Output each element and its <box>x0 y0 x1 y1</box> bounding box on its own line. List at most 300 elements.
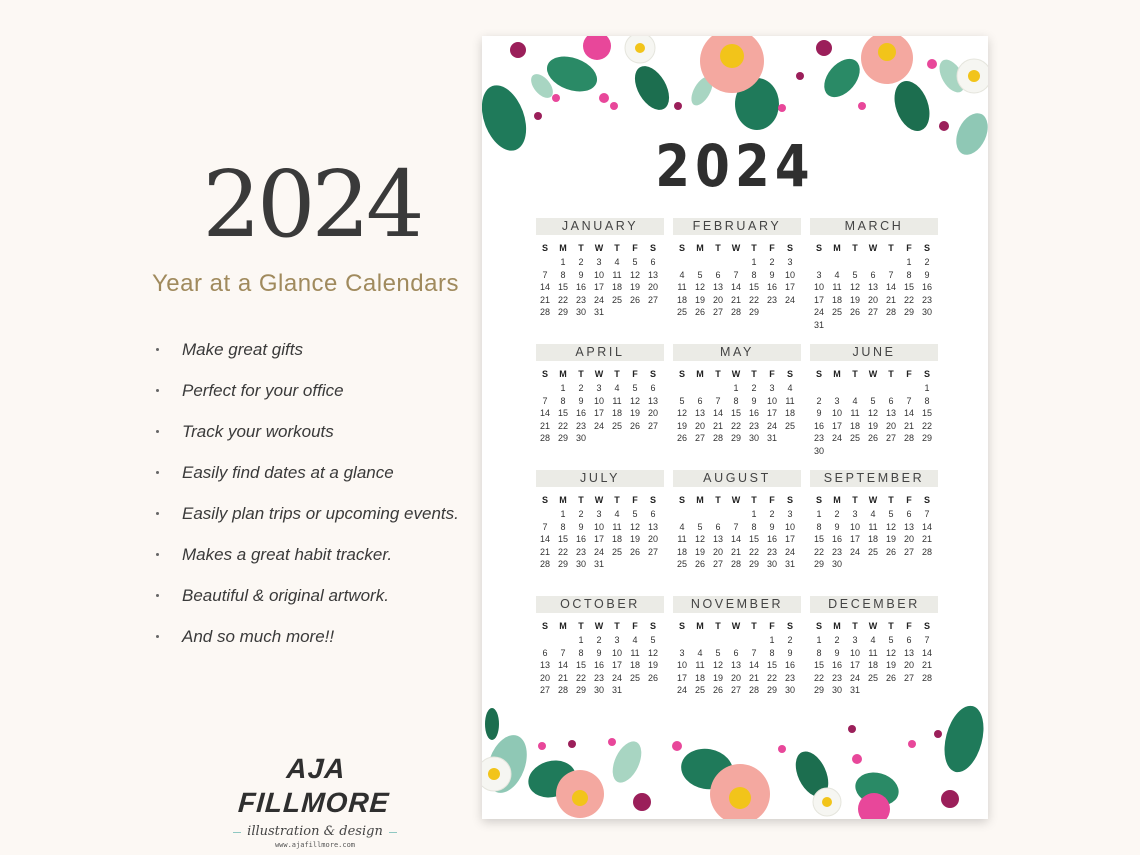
day-cell: 9 <box>578 395 584 406</box>
day-cell: 7 <box>542 269 548 280</box>
day-cell: 12 <box>867 408 878 419</box>
day-cell: 27 <box>730 685 741 696</box>
day-cell: 1 <box>769 635 775 645</box>
weekday-label: S <box>923 243 930 253</box>
day-cell: 24 <box>593 294 604 305</box>
day-cell: 19 <box>629 408 640 419</box>
day-cell: 8 <box>560 395 566 406</box>
calendar-poster <box>482 36 988 819</box>
day-cell: 22 <box>557 420 568 431</box>
rose-icon <box>556 764 890 819</box>
day-cell: 5 <box>715 647 721 658</box>
day-cell: 31 <box>849 685 860 696</box>
day-cell: 19 <box>885 534 896 545</box>
empty-day <box>882 382 900 395</box>
day-cell: 3 <box>852 635 858 645</box>
day-cell: 28 <box>730 559 741 570</box>
feature-text: Easily plan trips or upcoming events. <box>182 504 459 523</box>
day-cell: 1 <box>578 635 584 645</box>
day-cell: 30 <box>748 433 759 444</box>
day-cell: 14 <box>539 282 550 293</box>
day-cell: 6 <box>697 395 703 406</box>
day-cell: 22 <box>813 546 824 557</box>
weekday-label: M <box>559 495 567 505</box>
empty-day <box>673 634 691 647</box>
day-cell: 7 <box>542 395 548 406</box>
weekday-label: S <box>923 621 930 631</box>
day-cell: 4 <box>870 509 876 519</box>
empty-day <box>846 256 864 269</box>
day-cell: 19 <box>629 282 640 293</box>
day-cell: 6 <box>650 257 656 267</box>
day-cell: 22 <box>766 672 777 683</box>
empty-day <box>846 382 864 395</box>
weekday-label: M <box>696 369 704 379</box>
day-cell: 16 <box>766 282 777 293</box>
day-cell: 4 <box>787 383 793 393</box>
day-cell: 2 <box>596 635 602 645</box>
day-cell: 22 <box>730 420 741 431</box>
day-cell: 13 <box>903 521 914 532</box>
day-cell: 13 <box>539 660 550 671</box>
day-cell: 18 <box>676 546 687 557</box>
logo-tagline: illustration & design <box>239 824 391 840</box>
day-cell: 8 <box>816 647 822 658</box>
month-name: JUNE <box>810 344 938 361</box>
weekday-label: S <box>786 621 793 631</box>
day-cell: 8 <box>769 647 775 658</box>
empty-day <box>900 382 918 395</box>
day-cell: 25 <box>676 307 687 318</box>
day-cell: 8 <box>924 395 930 406</box>
day-cell: 28 <box>730 307 741 318</box>
day-cell: 14 <box>712 408 723 419</box>
day-cell: 14 <box>730 282 741 293</box>
day-cell: 9 <box>578 521 584 532</box>
weekday-label: S <box>786 243 793 253</box>
day-cell: 3 <box>596 257 602 267</box>
day-cell: 1 <box>751 257 757 267</box>
day-cell: 24 <box>611 672 622 683</box>
day-cell: 28 <box>748 685 759 696</box>
day-cell: 9 <box>769 269 775 280</box>
day-cell: 31 <box>593 559 604 570</box>
weekday-label: S <box>786 369 793 379</box>
day-cell: 16 <box>575 408 586 419</box>
weekday-label: T <box>852 621 858 631</box>
day-cell: 21 <box>730 294 741 305</box>
day-cell: 1 <box>816 509 822 519</box>
month-august <box>673 470 801 571</box>
day-cell: 6 <box>906 635 912 645</box>
promo-year: 2024 <box>202 151 421 258</box>
day-cell: 7 <box>715 395 721 406</box>
day-cell: 30 <box>766 559 777 570</box>
day-cell: 27 <box>885 433 896 444</box>
day-cell: 10 <box>813 282 824 293</box>
weekday-label: T <box>852 243 858 253</box>
weekday-label: W <box>731 369 741 379</box>
month-december <box>810 596 938 697</box>
day-cell: 29 <box>557 559 568 570</box>
day-cell: 3 <box>852 509 858 519</box>
day-cell: 26 <box>885 546 896 557</box>
day-cell: 14 <box>921 647 932 658</box>
day-cell: 2 <box>834 635 840 645</box>
day-cell: 26 <box>629 420 640 431</box>
day-cell: 20 <box>903 534 914 545</box>
bullet-icon <box>156 594 159 597</box>
weekday-label: F <box>906 243 912 253</box>
day-cell: 3 <box>816 269 822 280</box>
day-cell: 9 <box>769 521 775 532</box>
day-cell: 11 <box>630 647 640 658</box>
day-cell: 29 <box>813 685 824 696</box>
empty-day <box>709 508 727 521</box>
day-cell: 15 <box>748 282 759 293</box>
day-cell: 6 <box>650 509 656 519</box>
feature-text: Track your workouts <box>182 422 334 441</box>
day-cell: 3 <box>769 383 775 393</box>
day-cell: 30 <box>831 559 842 570</box>
weekday-label: S <box>815 621 822 631</box>
day-cell: 2 <box>924 257 930 267</box>
empty-day <box>727 634 745 647</box>
day-cell: 5 <box>650 635 656 645</box>
weekday-label: S <box>923 369 930 379</box>
empty-day <box>536 634 554 647</box>
day-cell: 1 <box>733 383 739 393</box>
day-cell: 9 <box>924 269 930 280</box>
weekday-label: S <box>815 495 822 505</box>
day-cell: 16 <box>575 282 586 293</box>
weekday-label: F <box>769 369 775 379</box>
day-cell: 4 <box>614 383 620 393</box>
brand-logo <box>230 752 400 850</box>
empty-day <box>709 634 727 647</box>
day-cell: 14 <box>748 660 759 671</box>
weekday-label: S <box>541 495 548 505</box>
day-cell: 26 <box>849 307 860 318</box>
feature-text: Makes a great habit tracker. <box>182 545 393 564</box>
day-cell: 14 <box>539 408 550 419</box>
weekday-label: W <box>731 243 741 253</box>
day-cell: 16 <box>748 408 759 419</box>
day-cell: 7 <box>542 521 548 532</box>
weekday-label: T <box>751 243 757 253</box>
day-cell: 19 <box>885 660 896 671</box>
day-cell: 28 <box>539 559 550 570</box>
day-cell: 24 <box>593 420 604 431</box>
day-cell: 27 <box>647 546 658 557</box>
day-cell: 18 <box>784 408 795 419</box>
day-cell: 7 <box>560 647 566 658</box>
day-cell: 6 <box>715 269 721 280</box>
feature-list <box>152 338 459 666</box>
day-cell: 27 <box>539 685 550 696</box>
day-cell: 5 <box>679 395 685 406</box>
weekday-label: W <box>868 369 878 379</box>
weekday-label: T <box>888 621 894 631</box>
month-july <box>536 470 664 571</box>
day-cell: 7 <box>733 269 739 280</box>
day-cell: 23 <box>766 294 777 305</box>
day-cell: 19 <box>849 294 860 305</box>
day-cell: 23 <box>575 546 586 557</box>
weekday-label: W <box>594 495 604 505</box>
weekday-label: W <box>731 621 741 631</box>
day-cell: 25 <box>849 433 860 444</box>
logo-name: AJA FILLMORE <box>237 753 391 818</box>
month-february <box>673 218 801 319</box>
day-cell: 25 <box>676 559 687 570</box>
empty-day <box>864 382 882 395</box>
day-cell: 5 <box>632 383 638 393</box>
weekday-label: T <box>614 495 620 505</box>
empty-day <box>554 634 572 647</box>
day-cell: 26 <box>885 672 896 683</box>
empty-day <box>727 508 745 521</box>
day-cell: 17 <box>611 660 622 671</box>
month-name: NOVEMBER <box>673 596 801 613</box>
weekday-label: M <box>559 243 567 253</box>
weekday-label: T <box>715 369 721 379</box>
weekday-label: F <box>906 495 912 505</box>
day-cell: 11 <box>612 269 622 280</box>
empty-day <box>709 256 727 269</box>
feature-item <box>152 379 459 420</box>
day-cell: 24 <box>813 307 824 318</box>
day-cell: 6 <box>715 521 721 532</box>
day-cell: 14 <box>885 282 896 293</box>
floral-border-bottom <box>482 694 988 819</box>
month-june <box>810 344 938 458</box>
day-cell: 5 <box>852 269 858 280</box>
day-cell: 15 <box>557 282 568 293</box>
day-cell: 10 <box>676 660 687 671</box>
weekday-label: F <box>632 495 638 505</box>
day-cell: 18 <box>831 294 842 305</box>
day-cell: 25 <box>611 294 622 305</box>
day-cell: 29 <box>748 559 759 570</box>
weekday-label: F <box>906 369 912 379</box>
day-cell: 26 <box>676 433 687 444</box>
day-cell: 16 <box>766 534 777 545</box>
empty-day <box>727 256 745 269</box>
empty-day <box>536 382 554 395</box>
weekday-label: M <box>833 369 841 379</box>
day-cell: 19 <box>629 534 640 545</box>
day-cell: 5 <box>888 509 894 519</box>
empty-day <box>536 508 554 521</box>
day-cell: 2 <box>834 509 840 519</box>
day-cell: 7 <box>751 647 757 658</box>
weekday-label: T <box>715 621 721 631</box>
day-cell: 18 <box>611 408 622 419</box>
day-cell: 13 <box>885 408 896 419</box>
day-cell: 12 <box>629 395 640 406</box>
weekday-label: S <box>649 495 656 505</box>
day-cell: 25 <box>611 546 622 557</box>
day-cell: 6 <box>906 509 912 519</box>
day-cell: 15 <box>748 534 759 545</box>
day-grid <box>810 366 938 458</box>
day-cell: 28 <box>712 433 723 444</box>
month-september <box>810 470 938 571</box>
day-grid <box>536 366 664 445</box>
day-cell: 6 <box>650 383 656 393</box>
day-cell: 13 <box>903 647 914 658</box>
day-cell: 20 <box>539 672 550 683</box>
day-cell: 28 <box>539 433 550 444</box>
day-cell: 18 <box>611 534 622 545</box>
weekday-label: T <box>578 495 584 505</box>
weekday-label: F <box>906 621 912 631</box>
day-cell: 25 <box>611 420 622 431</box>
weekday-label: S <box>815 369 822 379</box>
day-cell: 6 <box>733 647 739 658</box>
day-cell: 2 <box>787 635 793 645</box>
weekday-label: T <box>888 495 894 505</box>
weekday-label: S <box>649 243 656 253</box>
day-cell: 14 <box>539 534 550 545</box>
promo-panel <box>0 0 480 855</box>
day-cell: 21 <box>557 672 568 683</box>
day-cell: 1 <box>906 257 912 267</box>
day-cell: 13 <box>712 282 723 293</box>
empty-day <box>864 256 882 269</box>
day-cell: 21 <box>712 420 723 431</box>
day-cell: 13 <box>694 408 705 419</box>
day-cell: 12 <box>629 269 640 280</box>
day-cell: 23 <box>575 294 586 305</box>
month-november <box>673 596 801 697</box>
day-cell: 23 <box>831 546 842 557</box>
feature-item <box>152 584 459 625</box>
day-cell: 16 <box>831 534 842 545</box>
day-cell: 27 <box>903 546 914 557</box>
bullet-icon <box>156 389 159 392</box>
day-grid <box>810 492 938 571</box>
day-cell: 15 <box>903 282 914 293</box>
day-cell: 16 <box>593 660 604 671</box>
day-cell: 10 <box>784 269 795 280</box>
weekday-label: F <box>769 495 775 505</box>
day-cell: 9 <box>751 395 757 406</box>
day-cell: 6 <box>870 269 876 280</box>
empty-day <box>691 382 709 395</box>
day-cell: 1 <box>924 383 930 393</box>
weekday-label: M <box>833 621 841 631</box>
day-cell: 22 <box>557 546 568 557</box>
day-cell: 13 <box>730 660 741 671</box>
day-cell: 5 <box>632 509 638 519</box>
bullet-icon <box>156 635 159 638</box>
day-cell: 8 <box>751 269 757 280</box>
month-october <box>536 596 664 697</box>
day-cell: 1 <box>560 383 566 393</box>
month-name: AUGUST <box>673 470 801 487</box>
day-cell: 21 <box>903 420 914 431</box>
weekday-label: T <box>614 621 620 631</box>
empty-day <box>828 256 846 269</box>
promo-subtitle: Year at a Glance Calendars <box>152 270 459 297</box>
day-cell: 15 <box>575 660 586 671</box>
day-cell: 15 <box>766 660 777 671</box>
day-cell: 26 <box>647 672 658 683</box>
month-name: JANUARY <box>536 218 664 235</box>
day-cell: 20 <box>712 294 723 305</box>
day-cell: 9 <box>787 647 793 658</box>
day-cell: 24 <box>593 546 604 557</box>
day-cell: 7 <box>906 395 912 406</box>
day-cell: 26 <box>694 559 705 570</box>
day-grid <box>673 492 801 571</box>
day-cell: 20 <box>712 546 723 557</box>
day-grid <box>673 618 801 697</box>
day-cell: 24 <box>784 546 795 557</box>
day-cell: 19 <box>676 420 687 431</box>
day-cell: 4 <box>614 509 620 519</box>
day-cell: 20 <box>867 294 878 305</box>
day-cell: 30 <box>575 433 586 444</box>
day-cell: 17 <box>593 408 604 419</box>
weekday-label: M <box>559 369 567 379</box>
day-cell: 12 <box>676 408 687 419</box>
day-cell: 20 <box>647 534 658 545</box>
feature-text: Perfect for your office <box>182 381 344 400</box>
day-cell: 13 <box>647 395 658 406</box>
day-cell: 13 <box>647 521 658 532</box>
day-cell: 20 <box>903 660 914 671</box>
weekday-label: W <box>594 243 604 253</box>
empty-day <box>691 256 709 269</box>
day-cell: 31 <box>784 559 795 570</box>
empty-day <box>828 382 846 395</box>
day-cell: 3 <box>787 509 793 519</box>
month-name: MARCH <box>810 218 938 235</box>
calendar-year: 2024 <box>655 132 815 200</box>
day-cell: 2 <box>816 395 822 406</box>
weekday-label: S <box>786 495 793 505</box>
day-cell: 5 <box>697 521 703 532</box>
weekday-label: S <box>678 495 685 505</box>
day-cell: 19 <box>867 420 878 431</box>
day-cell: 12 <box>647 647 658 658</box>
feature-text: Beautiful & original artwork. <box>182 586 389 605</box>
day-cell: 23 <box>784 672 795 683</box>
weekday-label: S <box>541 369 548 379</box>
day-cell: 7 <box>924 509 930 519</box>
day-cell: 2 <box>769 257 775 267</box>
feature-item <box>152 338 459 379</box>
bullet-icon <box>156 512 159 515</box>
day-cell: 9 <box>596 647 602 658</box>
day-cell: 17 <box>849 534 860 545</box>
day-cell: 24 <box>766 420 777 431</box>
weekday-label: T <box>715 495 721 505</box>
day-cell: 15 <box>813 534 824 545</box>
day-cell: 28 <box>885 307 896 318</box>
day-grid <box>810 618 938 697</box>
day-cell: 17 <box>813 294 824 305</box>
day-cell: 15 <box>921 408 932 419</box>
day-cell: 5 <box>697 269 703 280</box>
empty-day <box>673 256 691 269</box>
day-cell: 30 <box>593 685 604 696</box>
empty-day <box>709 382 727 395</box>
day-cell: 10 <box>784 521 795 532</box>
